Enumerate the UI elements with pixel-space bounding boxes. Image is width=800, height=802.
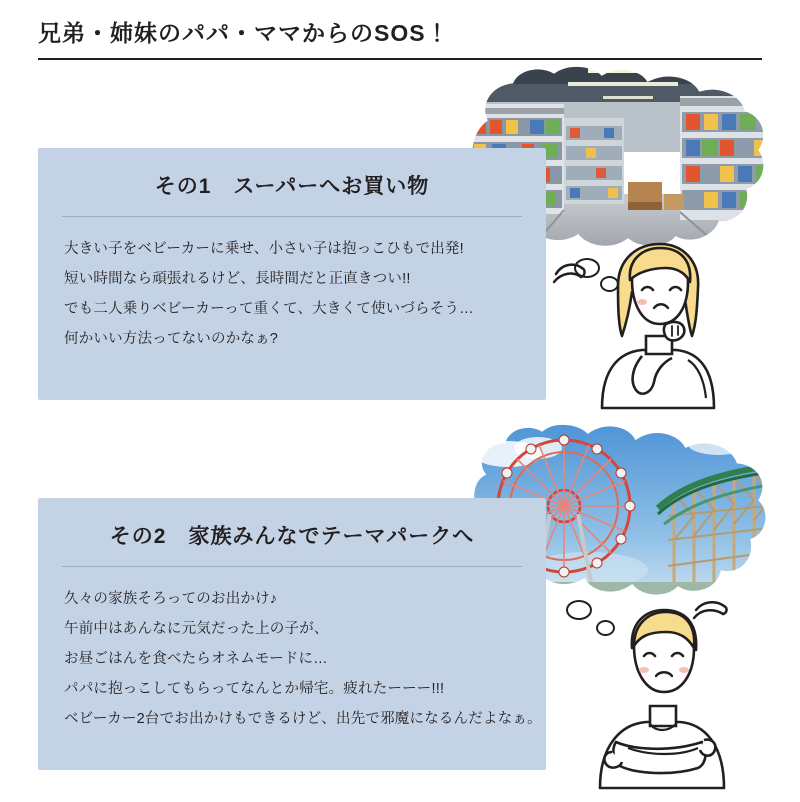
section-2-line-3: お昼ごはんを食べたらオネムモードに… <box>64 651 328 667</box>
section-2-body <box>64 584 542 734</box>
section-1-divider <box>62 216 522 217</box>
section-2-line-2: 午前中はあんなに元気だった上の子が、 <box>64 621 329 637</box>
section-1-line-4: 何かいい方法ってないのかなぁ? <box>64 331 279 347</box>
section-2-line-4: パパに抱っこしてもらってなんとか帰宅。疲れたーーー!!! <box>64 681 445 697</box>
page-header <box>38 18 762 62</box>
illustration-dad <box>576 600 746 790</box>
section-2-divider <box>62 566 522 567</box>
section-theme-park <box>38 498 546 770</box>
section-1-line-2: 短い時間なら頑張れるけど、長時間だと正直きつい!! <box>64 271 411 287</box>
header-divider <box>38 58 762 60</box>
section-2-title: その2 家族みんなでテーマパークへ <box>109 525 475 548</box>
section-2-line-5: ベビーカー2台でお出かけもできるけど、出先で邪魔になるんだよなぁ。 <box>64 711 542 727</box>
section-1-title: その1 スーパーへお買い物 <box>154 175 430 198</box>
section-1-line-3: でも二人乗りベビーカーって重くて、大きくて使いづらそう… <box>64 301 474 317</box>
section-1-line-1: 大きい子をベビーカーに乗せ、小さい子は抱っこひもで出発! <box>64 241 464 257</box>
section-1-body <box>64 234 534 354</box>
section-2-line-1: 久々の家族そろってのお出かけ♪ <box>64 591 278 607</box>
page-title: 兄弟・姉妹のパパ・ママからのSOS！ <box>38 20 450 46</box>
illustration-mom <box>580 240 730 410</box>
section-supermarket <box>38 148 546 400</box>
